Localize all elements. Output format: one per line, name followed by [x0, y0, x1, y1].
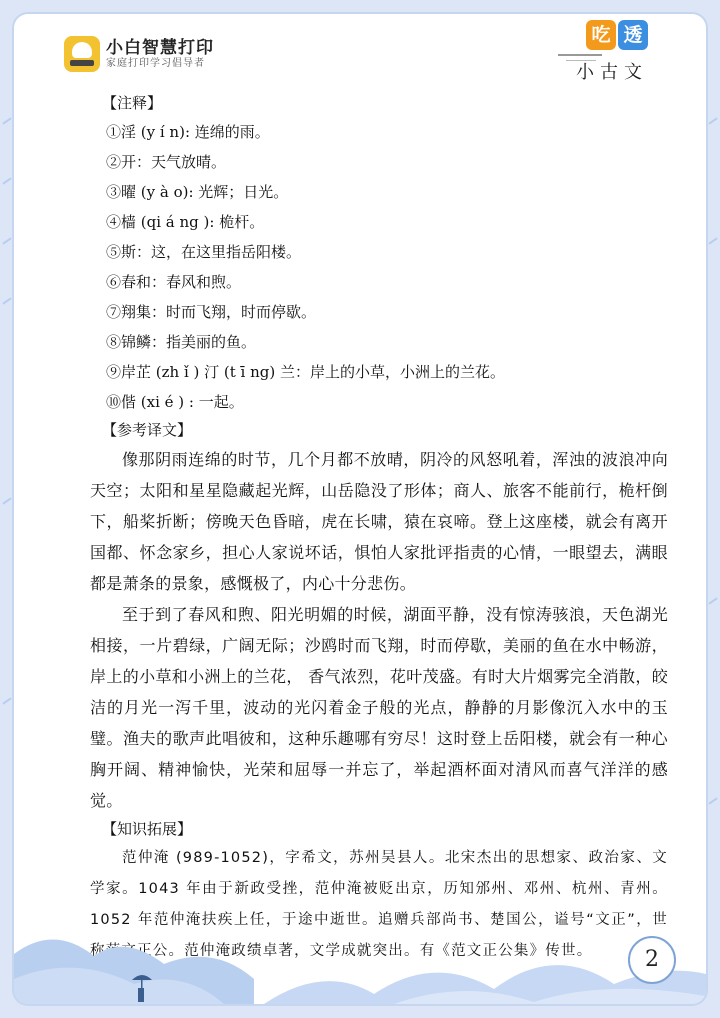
translation-heading: 【参考译文】: [102, 421, 193, 439]
brand-title: 小白智慧打印: [106, 38, 214, 59]
notes-heading: 【注释】: [102, 94, 163, 112]
note-item: ④樯 (qi á ng ): 桅杆。: [106, 213, 265, 231]
notes-list: [90, 117, 668, 417]
page-number: 2: [628, 936, 676, 984]
knowledge-heading: 【知识拓展】: [102, 820, 193, 838]
printer-mascot-icon: [64, 36, 100, 72]
badge-divider: [558, 54, 602, 56]
series-badge: [558, 20, 668, 84]
knowledge-paragraph: 范仲淹 (989-1052)，字希文，苏州吴县人。北宋杰出的思想家、政治家、文学家。1043 年由于新政受挫，范仲淹被贬出京，历知邠州、邓州、杭州、青州。1052 年范仲淹扶疾上任，于途中逝世。追赠兵部尚书、楚国公，谥号“文正”，世称范文正公。范仲淹政绩卓著，文学成就突出。有《范文正公集》传世。: [90, 850, 668, 959]
note-item: ②开：天气放晴。: [106, 153, 227, 171]
main-content: [90, 90, 668, 967]
note-item: ③曜 (y à o): 光辉；日光。: [106, 183, 289, 201]
badge-char-2: 透: [618, 20, 648, 50]
note-item: ⑥春和：春风和煦。: [106, 273, 242, 291]
note-item: ⑩偕 (xi é ) : 一起。: [106, 393, 244, 411]
paper-sheet: [14, 14, 706, 1004]
translation-paragraph: 像那阴雨连绵的时节，几个月都不放晴，阴冷的风怒吼着，浑浊的波浪冲向天空；太阳和星星隐藏起光辉，山岳隐没了形体；商人、旅客不能前行，桅杆倒下，船桨折断；傍晚天色昏暗，虎在长啸，猿在哀啼。登上这座楼，就会有离开国都、怀念家乡，担心人家说坏话，惧怕人家批评指责的心情，一眼望去，满眼都是萧条的景象，感慨极了，内心十分悲伤。: [90, 450, 668, 593]
badge-series-name: 小古文: [576, 62, 648, 83]
note-item: ⑦翔集：时而飞翔，时而停歇。: [106, 303, 317, 321]
brand-subtitle: 家庭打印学习倡导者: [106, 57, 205, 69]
brand-logo: [64, 36, 214, 72]
mountain-landscape-illustration: [14, 884, 706, 1004]
note-item: ⑨岸芷 (zh ǐ ) 汀 (t ī ng) 兰：岸上的小草，小洲上的兰花。: [106, 363, 506, 381]
note-item: ⑤斯：这，在这里指岳阳楼。: [106, 243, 302, 261]
note-item: ⑧锦鳞：指美丽的鱼。: [106, 333, 257, 351]
badge-char-1: 吃: [586, 20, 616, 50]
note-item: ①淫 (y í n): 连绵的雨。: [106, 123, 270, 141]
translation-paragraph: 至于到了春风和煦、阳光明媚的时候，湖面平静，没有惊涛骇浪，天色湖光相接，一片碧绿，广阔无际；沙鸥时而飞翔，时而停歇，美丽的鱼在水中畅游，岸上的小草和小洲上的兰花， 香气浓烈，花叶茂盛。有时大片烟雾完全消散，皎洁的月光一泻千里，波动的光闪着金子般的光点，静静的月影像沉入水中的玉璧。渔夫的歌声此唱彼和，这种乐趣哪有穷尽！这时登上岳阳楼，就会有一种心胸开阔、精神愉快，光荣和屈辱一并忘了，举起酒杯面对清风而喜气洋洋的感觉。: [90, 605, 668, 810]
